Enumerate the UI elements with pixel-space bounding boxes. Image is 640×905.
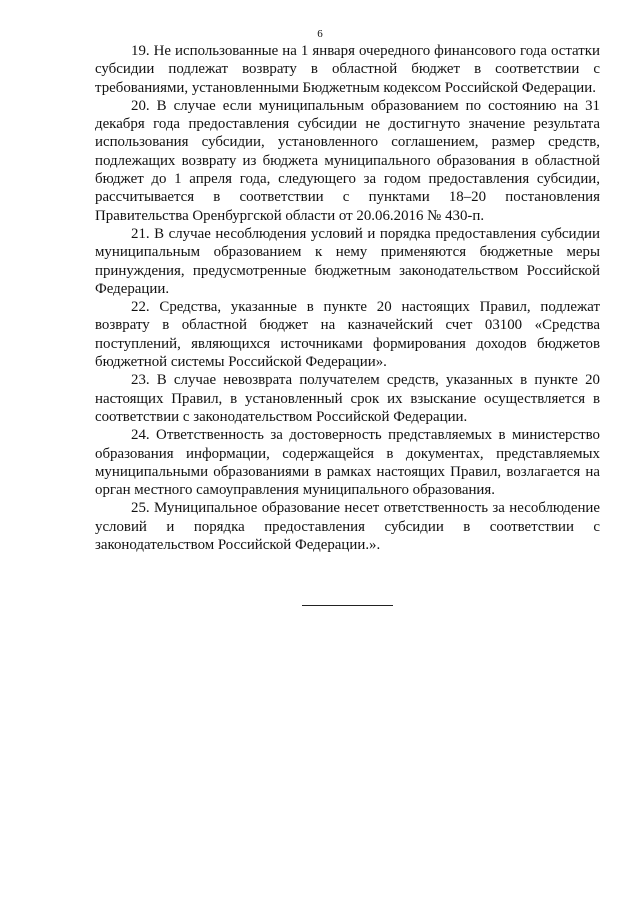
paragraph-25: 25. Муниципальное образование несет ответственность за несоблюдение условий и порядка предоставления субсидии в соответствии с законодательством Российской Федерации.». — [95, 500, 600, 554]
paragraph-21: 21. В случае несоблюдения условий и порядка предоставления субсидии муниципальным образованием к нему применяются бюджетные меры принуждения, предусмотренные бюджетным законодательством Российской Федерации. — [95, 225, 600, 297]
paragraph-22: 22. Средства, указанные в пункте 20 настоящих Правил, подлежат возврату в областной бюджет на казначейский счет 03100 «Средства поступлений, являющихся источниками формирования доходов бюджетов бюджетной системы Российской Федерации». — [95, 299, 600, 371]
paragraph-24: 24. Ответственность за достоверность представляемых в министерство образования информации, содержащейся в документах, представляемых муниципальными образованиями в рамках настоящих Правил, возлагается на орган местного самоуправления муниципального образования. — [95, 427, 600, 499]
paragraph-23: 23. В случае невозврата получателем средств, указанных в пункте 20 настоящих Правил, в установленный срок их взыскание осуществляется в соответствии с законодательством Российской Федерации. — [95, 372, 600, 425]
page-number: 6 — [317, 28, 323, 40]
document-body — [95, 42, 600, 554]
end-of-text-rule — [302, 605, 393, 606]
paragraph-19: 19. Не использованные на 1 января очередного финансового года остатки субсидии подлежат возврату в областной бюджет в соответствии с требованиями, установленными Бюджетным кодексом Российской Федерации. — [95, 43, 600, 96]
paragraph-20: 20. В случае если муниципальным образованием по состоянию на 31 декабря года предоставления субсидии не достигнуто значение результата использования субсидии, установленного соглашением, размер средств, подлежащих возврату из бюджета муниципального образования в областной бюджет до 1 апреля года, следующего за годом предоставления субсидии, рассчитывается в соответствии с пунктами 18–20 постановления Правительства Оренбургской области от 20.06.2016 № 430-п. — [95, 97, 600, 224]
